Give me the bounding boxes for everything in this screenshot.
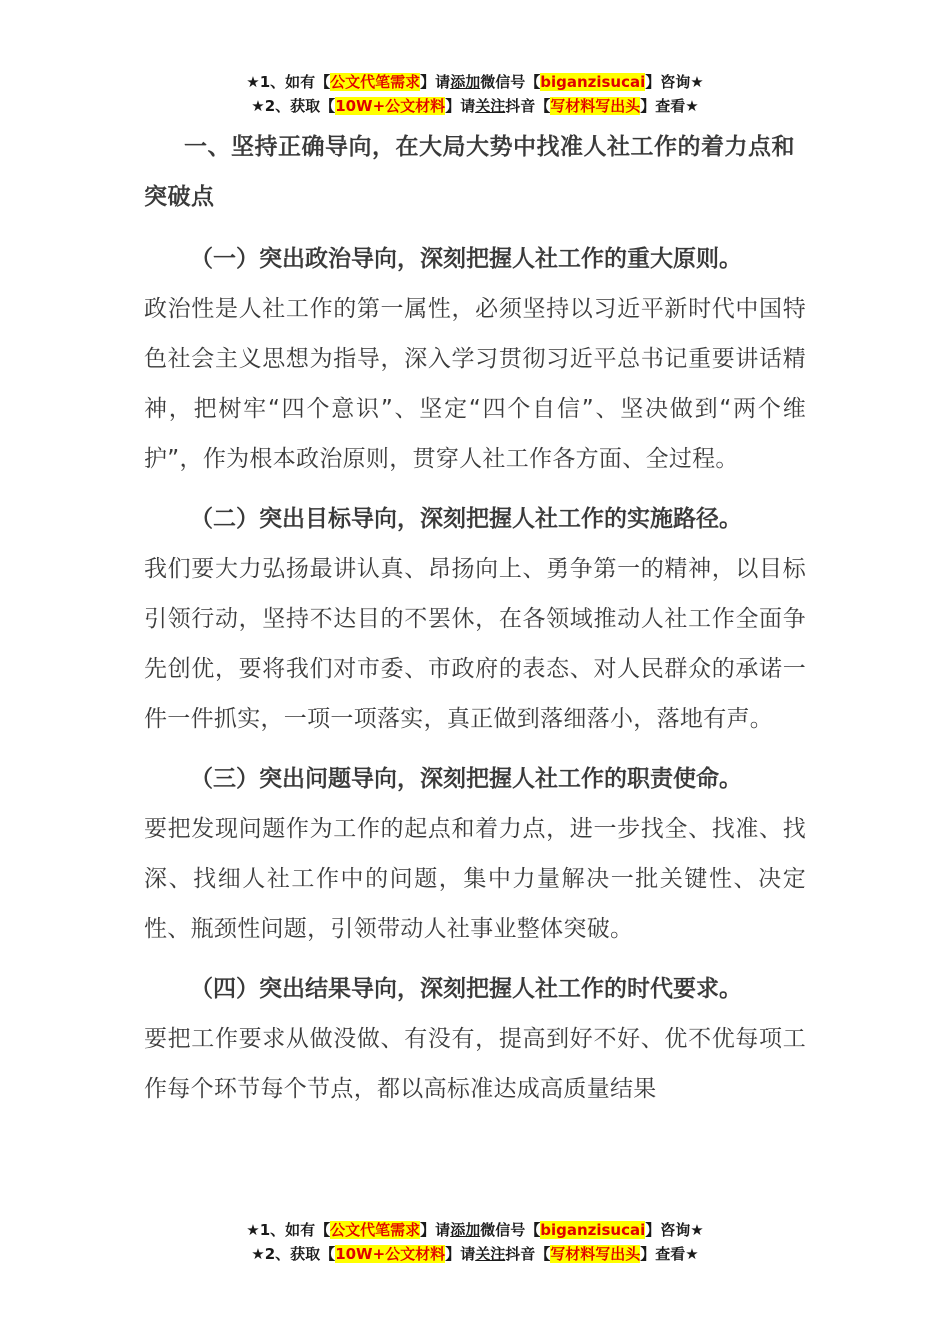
subsection-paragraph: 我们要大力弘扬最讲认真、昂扬向上、勇争第一的精神，以目标引领行动，坚持不达目的不罢休，在各领域推动人社工作全面争先创优，要将我们对市委、市政府的表态、对人民群众的承诺一件一件抓实，一项一项落实，真正做到落细落小，落地有声。 <box>144 556 806 732</box>
highlight-materials: 10W+公文材料 <box>335 97 446 115</box>
highlight-service: 公文代笔需求 <box>330 73 421 91</box>
promo-line-2: ★2、获取【10W+公文材料】请关注抖音【写材料写出头】查看★ <box>251 97 699 115</box>
highlight-douyin-account: 写材料写出头 <box>550 1245 641 1263</box>
subsection-title: （二）突出目标导向，深刻把握人社工作的实施路径。 <box>190 506 742 532</box>
section-heading: 一、坚持正确导向，在大局大势中找准人社工作的着力点和突破点 <box>144 134 795 210</box>
highlight-materials: 10W+公文材料 <box>335 1245 446 1263</box>
top-promo-banner <box>0 70 950 118</box>
bottom-promo-banner <box>0 1218 950 1266</box>
subsection-title: （三）突出问题导向，深刻把握人社工作的职责使命。 <box>190 766 742 792</box>
document-body <box>144 122 806 1124</box>
highlight-service: 公文代笔需求 <box>330 1221 421 1239</box>
subsection-paragraph: 政治性是人社工作的第一属性，必须坚持以习近平新时代中国特色社会主义思想为指导，深入学习贯彻习近平总书记重要讲话精神，把树牢“四个意识”、坚定“四个自信”、坚决做到“两个维护”，作为根本政治原则，贯穿人社工作各方面、全过程。 <box>144 296 806 472</box>
subsection-3 <box>144 754 806 954</box>
promo-line-1: ★1、如有【公文代笔需求】请添加微信号【biganzisucai】咨询★ <box>246 73 704 91</box>
highlight-wechat-id: biganzisucai <box>540 73 646 91</box>
subsection-4 <box>144 964 806 1114</box>
highlight-wechat-id: biganzisucai <box>540 1221 646 1239</box>
subsection-paragraph: 要把工作要求从做没做、有没有，提高到好不好、优不优每项工作每个环节每个节点，都以高标准达成高质量结果 <box>144 1026 806 1102</box>
promo-line-2: ★2、获取【10W+公文材料】请关注抖音【写材料写出头】查看★ <box>251 1245 699 1263</box>
subsection-title: （一）突出政治导向，深刻把握人社工作的重大原则。 <box>190 246 742 272</box>
subsection-paragraph: 要把发现问题作为工作的起点和着力点，进一步找全、找准、找深、找细人社工作中的问题，集中力量解决一批关键性、决定性、瓶颈性问题，引领带动人社事业整体突破。 <box>144 816 806 942</box>
subsection-2 <box>144 494 806 744</box>
subsection-title: （四）突出结果导向，深刻把握人社工作的时代要求。 <box>190 976 742 1002</box>
highlight-douyin-account: 写材料写出头 <box>550 97 641 115</box>
promo-line-1: ★1、如有【公文代笔需求】请添加微信号【biganzisucai】咨询★ <box>246 1221 704 1239</box>
subsection-1 <box>144 234 806 484</box>
